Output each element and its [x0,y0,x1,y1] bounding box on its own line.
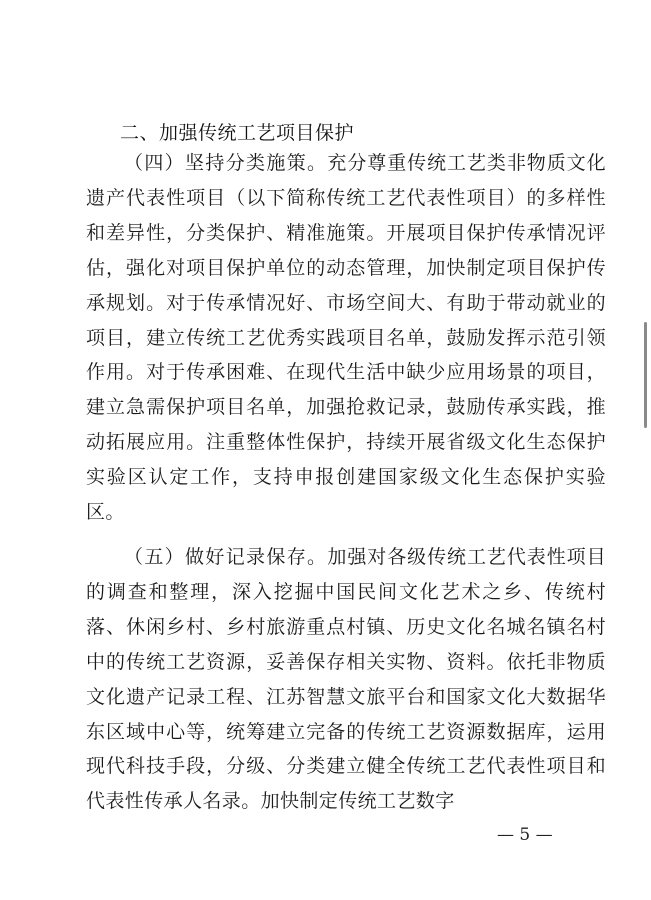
paragraph-lead: （四）坚持分类施策。 [124,152,328,174]
page-number: — 5 — [497,825,553,845]
section-heading: 二、加强传统工艺项目保护 [120,122,355,144]
paragraph-body: 加强对各级传统工艺代表性项目的调查和整理，深入挖掘中国民间文化艺术之乡、传统村落、休闲乡村、乡村旅游重点村镇、历史文化名城名镇名村中的传统工艺资源，妥善保存相关实物、资料。依托非物质文化遗产记录工程、江苏智慧文旅平台和国家文化大数据华东区域中心等，统筹建立完备的传统工艺资源数据库，运用现代科技手段，分级、分类建立健全传统工艺代表性项目和代表性传承人名录。加快制定传统工艺数字 [86,546,606,813]
paragraph-body: 充分尊重传统工艺类非物质文化遗产代表性项目（以下简称传统工艺代表性项目）的多样性和差异性，分类保护、精准施策。开展项目保护传承情况评估，强化对项目保护单位的动态管理，加快制定项目保护传承规划。对于传承情况好、市场空间大、有助于带动就业的项目，建立传统工艺优秀实践项目名单，鼓励发挥示范引领作用。对于传承困难、在现代生活中缺少应用场景的项目，建立急需保护项目名单，加强抢救记录，鼓励传承实践，推动拓展应用。注重整体性保护，持续开展省级文化生态保护实验区认定工作，支持申报创建国家级文化生态保护实验区。 [86,152,606,524]
paragraph-lead: （五）做好记录保存。 [124,546,328,568]
scrollbar-thumb[interactable] [644,322,647,428]
paragraph-classified-measures [86,146,606,530]
paragraph-record-preservation [86,540,606,819]
